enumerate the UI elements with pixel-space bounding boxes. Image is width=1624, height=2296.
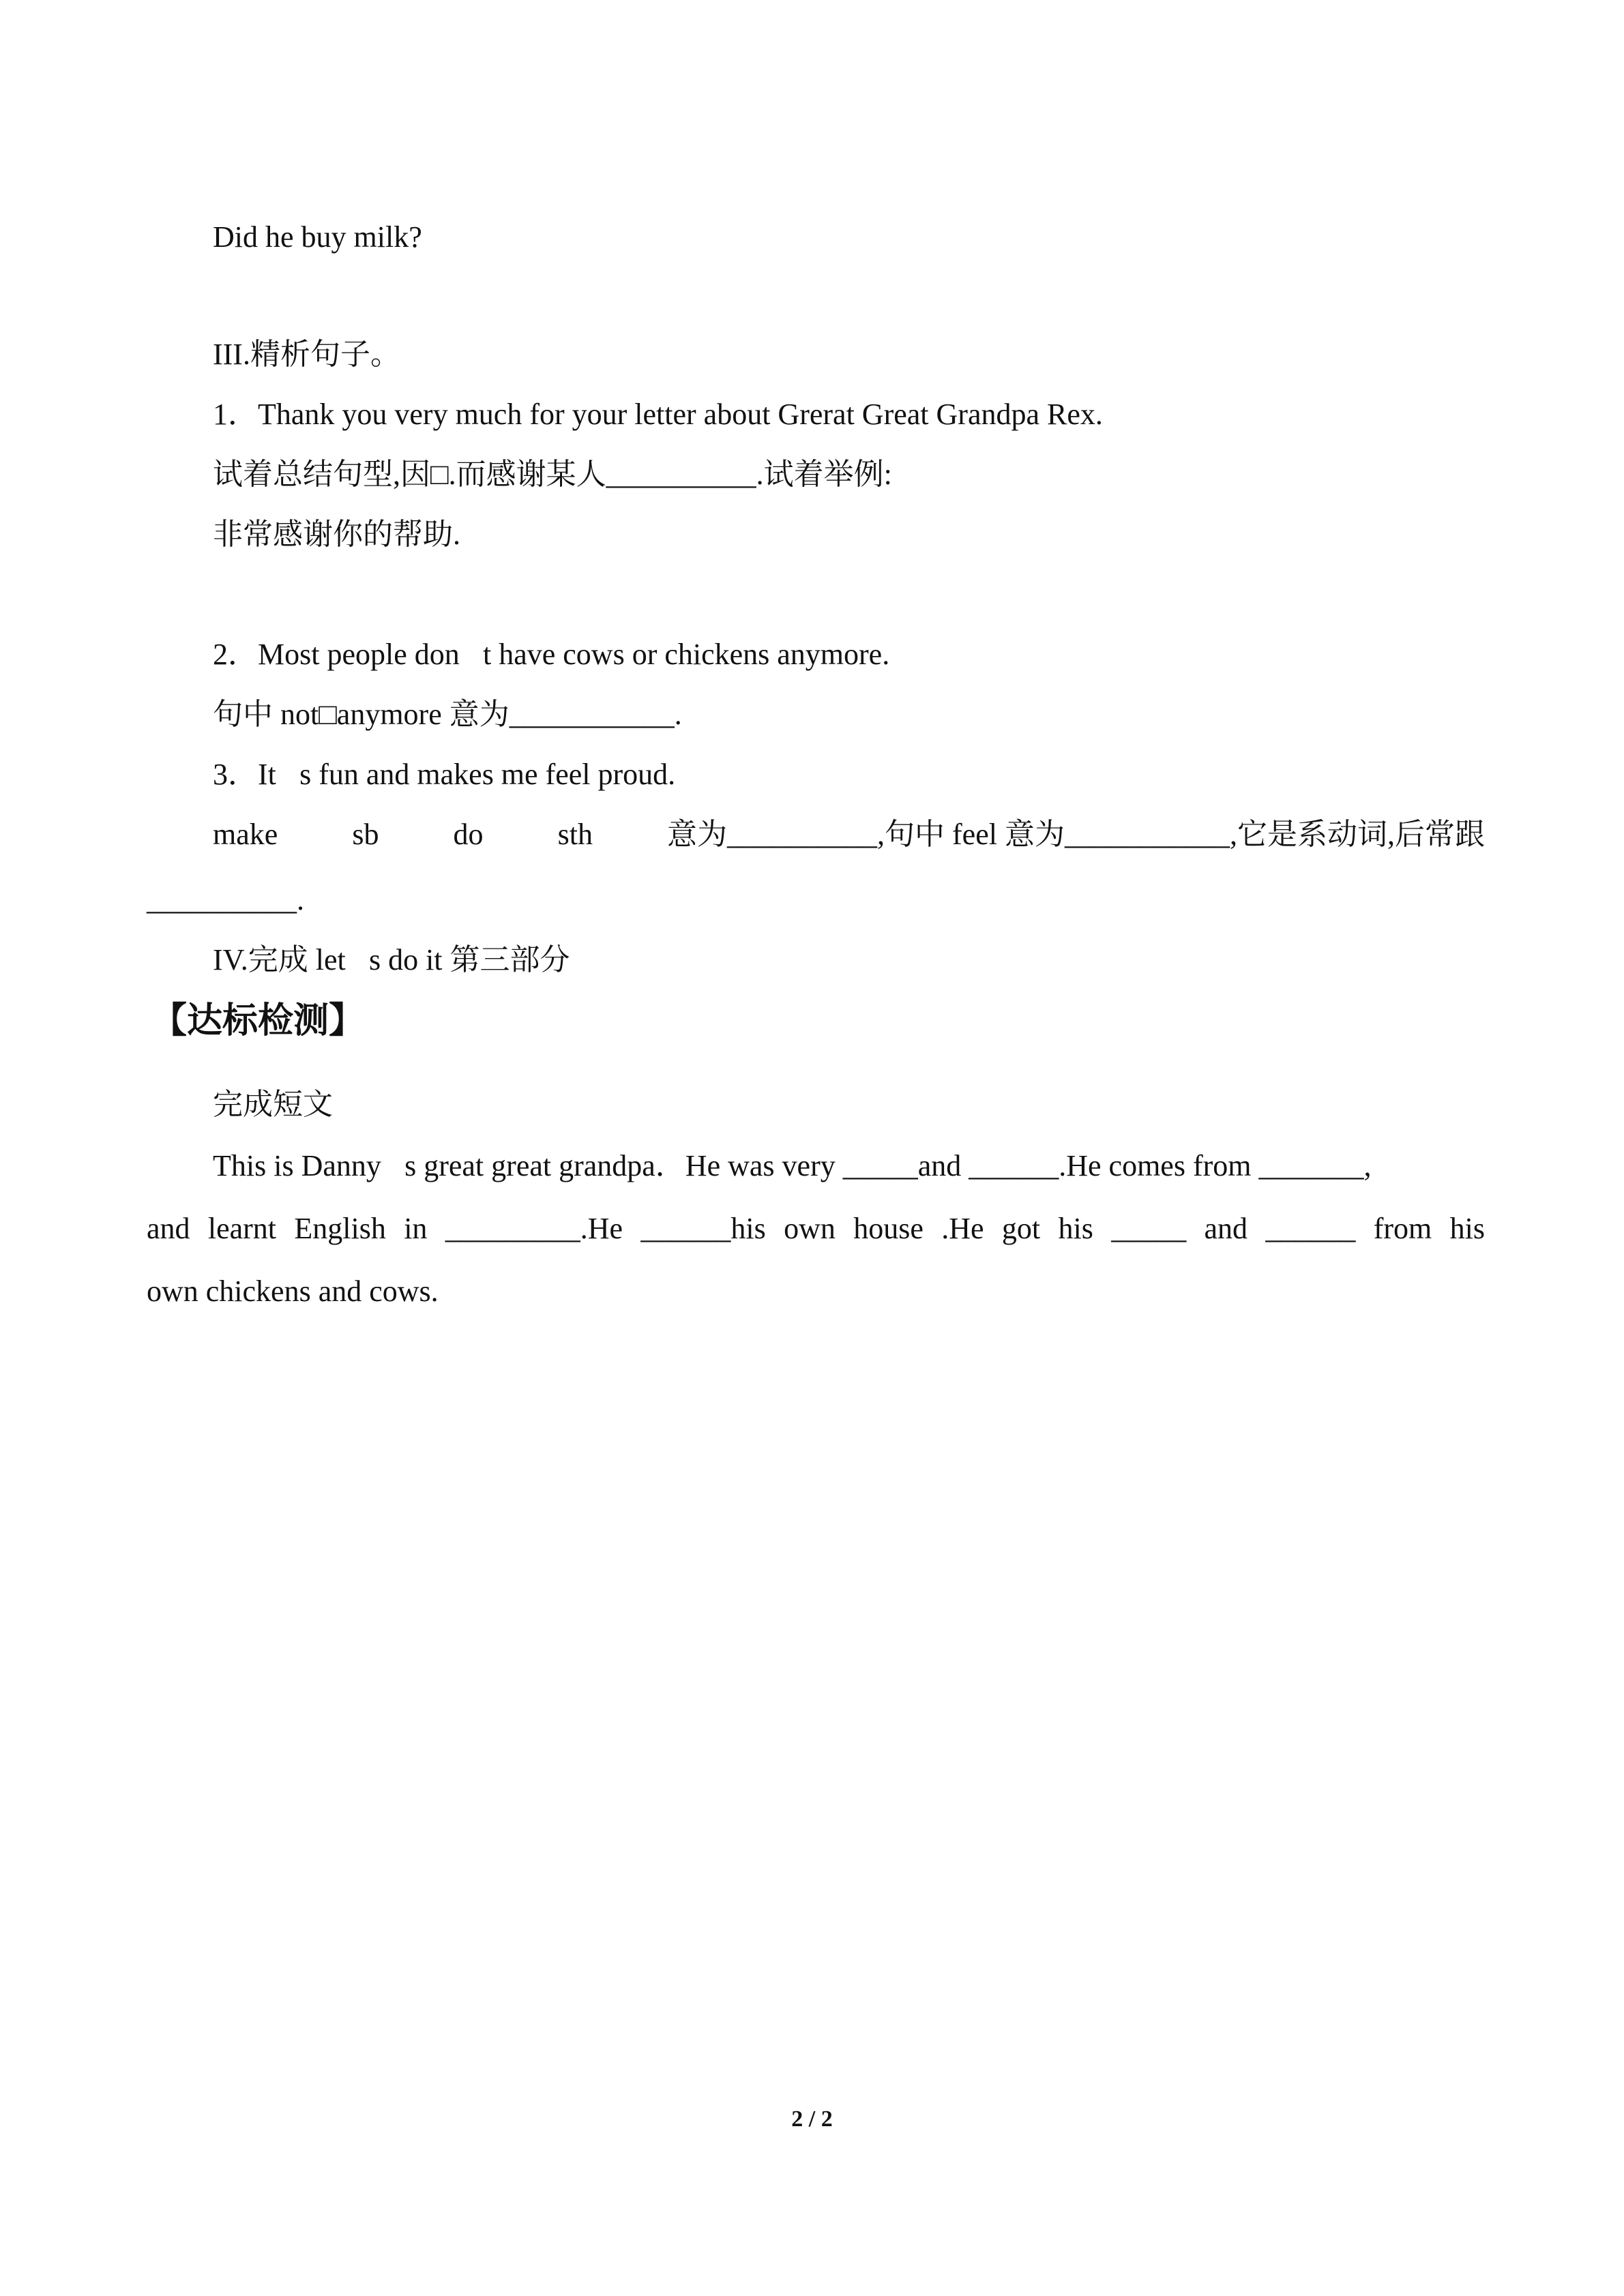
prompt-word: do [453, 818, 484, 851]
assessment-heading: 【达标检测】 [151, 1000, 365, 1041]
prompt-word: 意为__________,句中 feel 意为___________,它是系动词,后常跟 [667, 818, 1485, 851]
question-did-he-buy-milk: Did he buy milk? [213, 220, 422, 254]
cloze-word: ______his [640, 1212, 766, 1245]
cloze-word: English [294, 1212, 386, 1245]
sentence-3-prompt-end: __________. [147, 883, 304, 916]
section-3-title: III.精析句子。 [213, 338, 400, 371]
sentence-1-example: 非常感谢你的帮助. [213, 518, 460, 551]
cloze-text: This is Danny􀀀s great great grandpa．He was very _____and ______.He comes from _______, [213, 1149, 1372, 1182]
cloze-word: in [404, 1212, 428, 1245]
cloze-word: house [853, 1212, 924, 1245]
cloze-word: own [784, 1212, 836, 1245]
cloze-word: from [1373, 1212, 1432, 1245]
cloze-word: his [1449, 1212, 1485, 1245]
prompt-word: sth [557, 818, 593, 851]
sentence-3-prompt [213, 814, 1485, 855]
cloze-word: ______ [1265, 1212, 1356, 1245]
page-number: 2 / 2 [791, 2106, 833, 2132]
cloze-word: learnt [207, 1212, 277, 1245]
sentence-1-prompt: 试着总结句型,因□.而感谢某人__________.试着举例: [213, 458, 892, 491]
cloze-title: 完成短文 [213, 1088, 333, 1121]
sentence-1: 1．Thank you very much for your letter about Grerat Great Grandpa Rex. [213, 398, 1103, 431]
section-4-title: IV.完成 let􀀀s do it 第三部分 [213, 943, 570, 976]
cloze-word: _________.He [445, 1212, 623, 1245]
cloze-word: _____ [1111, 1212, 1187, 1245]
cloze-word: and [147, 1212, 190, 1245]
cloze-line-2 [147, 1208, 1485, 1249]
sentence-2-prompt: 句中 not□anymore 意为___________. [213, 698, 682, 731]
sentence-3: 3．It􀀀s fun and makes me feel proud. [213, 758, 676, 791]
cloze-word: and [1204, 1212, 1248, 1245]
sentence-2: 2．Most people don􀀀t have cows or chickens anymore. [213, 638, 890, 671]
cloze-word: got [1001, 1212, 1041, 1245]
cloze-line-1 [213, 1146, 1485, 1187]
cloze-word: .He [941, 1212, 984, 1245]
cloze-line-3: own chickens and cows. [147, 1274, 439, 1308]
cloze-word: his [1058, 1212, 1093, 1245]
prompt-word: make [213, 818, 278, 851]
prompt-word: sb [352, 818, 379, 851]
